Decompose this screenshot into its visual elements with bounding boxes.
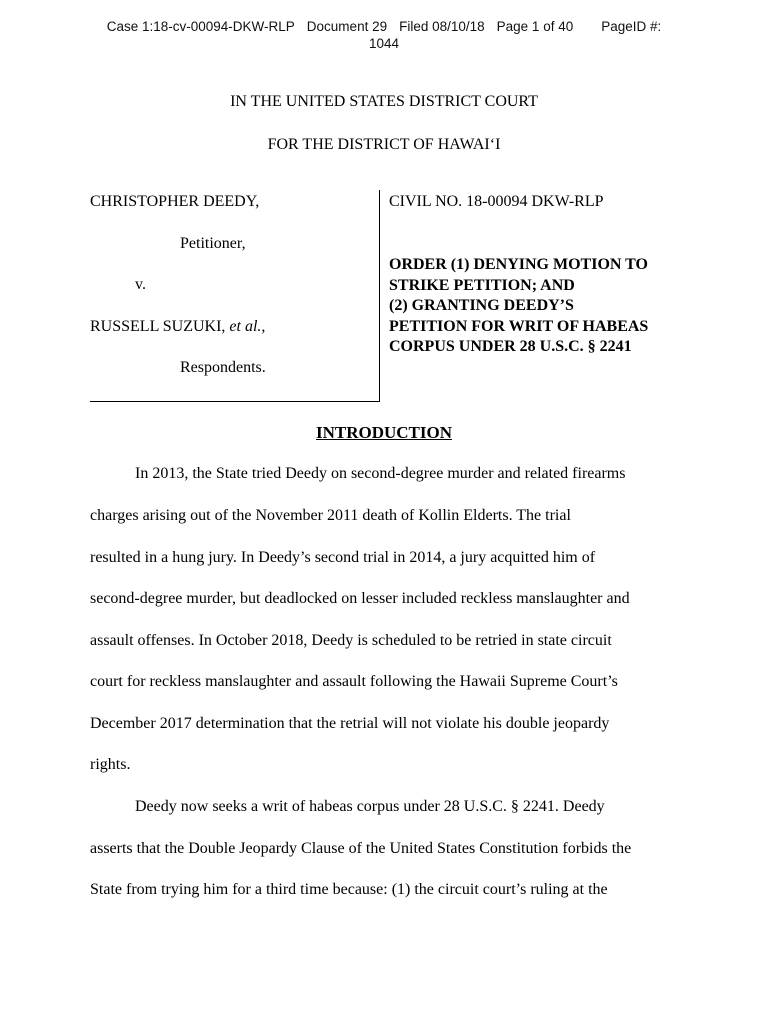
body-line: charges arising out of the November 2011 death of Kollin Elderts. The trial xyxy=(90,507,571,524)
body-line: In 2013, the State tried Deedy on second-degree murder and related firearms xyxy=(135,465,626,482)
order-title-line: PETITION FOR WRIT OF HABEAS xyxy=(389,317,649,335)
case-number: Case 1:18-cv-00094-DKW-RLP xyxy=(106,19,295,34)
filed-date: Filed 08/10/18 xyxy=(399,19,485,34)
respondent-line xyxy=(90,318,265,336)
filing-header-line1 xyxy=(0,18,768,35)
filing-header xyxy=(0,18,768,52)
page-count: Page 1 of 40 xyxy=(496,19,574,34)
order-title-line: (2) GRANTING DEEDY’S xyxy=(389,297,574,314)
court-district: FOR THE DISTRICT OF HAWAI‘I xyxy=(267,136,501,153)
introduction-heading: INTRODUCTION xyxy=(315,423,453,442)
caption-parties xyxy=(90,190,380,402)
body-line: court for reckless manslaughter and assault following the Hawaii Supreme Court’s xyxy=(90,673,618,690)
body-line: asserts that the Double Jeopardy Clause of the United States Constitution forbids the xyxy=(90,840,632,857)
body-line: resulted in a hung jury. In Deedy’s second trial in 2014, a jury acquitted him of xyxy=(90,549,596,566)
versus-label: v. xyxy=(135,276,146,293)
respondent-comma: , xyxy=(261,318,266,335)
body-line: assault offenses. In October 2018, Deedy is scheduled to be retried in state circuit xyxy=(90,632,612,649)
body-line: rights. xyxy=(90,756,131,773)
order-title-line: CORPUS UNDER 28 U.S.C. § 2241 xyxy=(389,338,632,355)
document-number: Document 29 xyxy=(306,19,388,34)
pageid-label: PageID #: xyxy=(601,19,662,34)
order-title xyxy=(389,255,729,358)
petitioner-name: CHRISTOPHER DEEDY, xyxy=(90,193,260,210)
body-line: December 2017 determination that the retrial will not violate his double jeopardy xyxy=(90,715,610,732)
civil-number: CIVIL NO. 18-00094 DKW-RLP xyxy=(389,193,604,210)
order-title-line: STRIKE PETITION; AND xyxy=(389,276,575,294)
pageid-value: 1044 xyxy=(368,36,400,51)
court-name: IN THE UNITED STATES DISTRICT COURT xyxy=(230,93,538,110)
body-line: second-degree murder, but deadlocked on lesser included reckless manslaughter and xyxy=(90,590,630,607)
respondent-name: RUSSELL SUZUKI, xyxy=(90,318,226,335)
respondent-etal: et al. xyxy=(229,318,262,335)
order-title-line: ORDER (1) DENYING MOTION TO xyxy=(389,256,648,273)
respondent-role: Respondents. xyxy=(180,359,266,376)
body-line: Deedy now seeks a writ of habeas corpus under 28 U.S.C. § 2241. Deedy xyxy=(135,798,605,815)
petitioner-role: Petitioner, xyxy=(180,235,246,252)
body-line: State from trying him for a third time because: (1) the circuit court’s ruling at the xyxy=(90,881,608,898)
